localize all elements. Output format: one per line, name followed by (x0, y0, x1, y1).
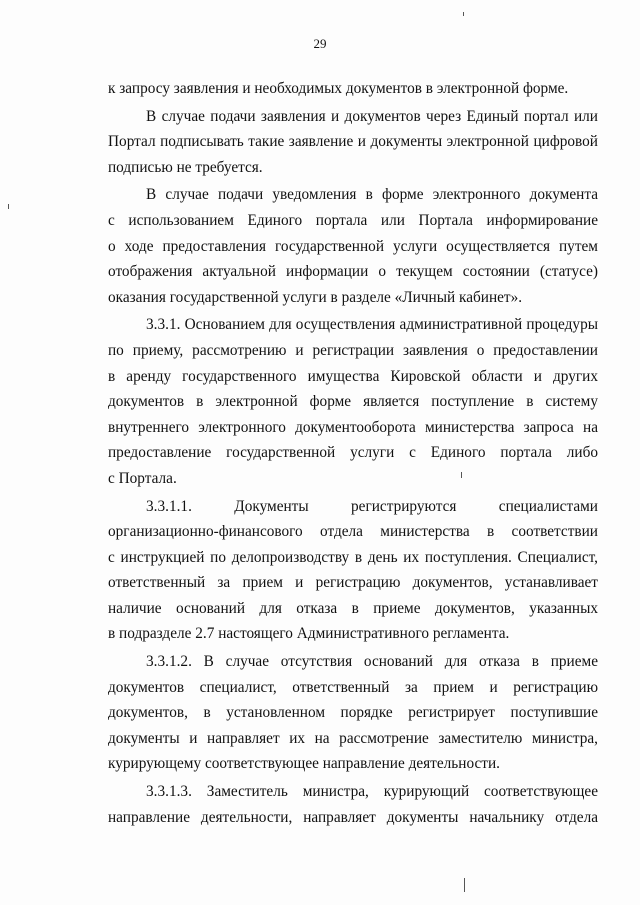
text-line: в подразделе 2.7 настоящего Административного регламента. (108, 625, 510, 643)
text-line: документы и направляет их на рассмотрение заместителю министра, (108, 729, 598, 747)
text-line: с Портала. (108, 469, 177, 487)
text-line: отображения актуальной информации о текущем состоянии (статусе) (108, 263, 598, 281)
text-line: о ходе предоставления государственной услуги осуществляется путем (108, 237, 598, 255)
text-line: к запросу заявления и необходимых документов в электронной форме. (108, 80, 569, 97)
text-line: с использованием Единого портала или Портала информирование (108, 211, 598, 229)
page-number: 29 (313, 36, 327, 51)
text-line: в аренду государственного имущества Кировской области и других (108, 367, 598, 385)
text-line: с инструкцией по делопроизводству в день их поступления. Специалист, (108, 548, 598, 566)
text-line: предоставление государственной услуги с Единого портала либо (108, 444, 598, 462)
paragraph-first-line: 3.3.1.2. В случае отсутствия оснований для отказа в приеме (146, 653, 598, 671)
text-line: оказания государственной услуги в разделе «Личный кабинет». (108, 288, 523, 306)
text-line: направление деятельности, направляет документы начальнику отдела (108, 808, 598, 826)
scan-speck (461, 472, 462, 478)
paragraph-first-line: 3.3.1. Основанием для осуществления административной процедуры (146, 316, 598, 334)
paragraph-first-line: В случае подачи уведомления в форме электронного документа (146, 186, 598, 204)
paragraph-first-line: В случае подачи заявления и документов через Единый портал или (146, 107, 598, 125)
text-line: ответственный за прием и регистрацию документов, устанавливает (108, 574, 598, 592)
document-body (108, 76, 598, 830)
text-line: наличие оснований для отказа в приеме документов, указанных (108, 599, 598, 617)
scan-speck (464, 878, 465, 892)
paragraph-first-line: 3.3.1.3. Заместитель министра, курирующий соответствующее (146, 783, 598, 801)
text-line: организационно-финансового отдела министерства в соответствии (108, 523, 598, 541)
paragraph-first-line: 3.3.1.1. Документы регистрируются специалистами (146, 497, 598, 515)
text-line: внутреннего электронного документооборота министерства запроса на (108, 418, 598, 436)
text-line: по приему, рассмотрению и регистрации заявления о предоставлении (108, 341, 598, 359)
text-line: документов в электронной форме является поступление в систему (108, 393, 598, 411)
text-line: документов, в установленном порядке регистрирует поступившие (108, 704, 598, 722)
text-line: Портал подписывать такие заявление и документы электронной цифровой (108, 133, 598, 151)
text-line: курирующему соответствующее направление деятельности. (108, 755, 500, 773)
text-line: документов специалист, ответственный за прием и регистрацию (108, 678, 598, 696)
scan-speck (8, 204, 9, 209)
text-line: подписью не требуется. (108, 158, 263, 176)
scan-speck (463, 12, 464, 16)
